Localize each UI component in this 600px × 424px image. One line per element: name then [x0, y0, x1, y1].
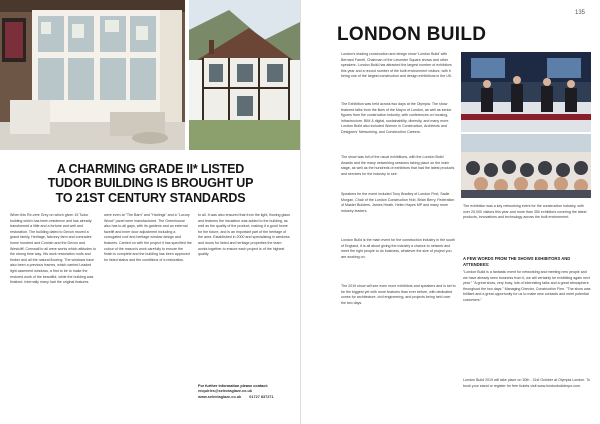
section-title: LONDON BUILD [337, 24, 487, 45]
side-paragraph: The exhibition was a key networking event for the construction industry, with over 25,000 visitors this year and more than 350 exhibitors covering the latest products, innovations and technology across the built environment. [463, 204, 587, 220]
body-paragraph-5: The 2019 show will see even more exhibitors and speakers and is set to be the biggest yet with more features than ever before, with dedicated zones for architecture, civil engineering, and projects being held over the two days. [341, 284, 456, 305]
page-number: 135 [575, 10, 586, 16]
body-paragraph-3: Speakers for the event included Tony Bradley of London First, Sadie Morgan, Chair of the London Construction Hub, Brian Berry, Federation of Master Builders, James Heath, Helen Hayes MP and many more industry leaders. [341, 192, 455, 213]
closing-paragraph: London Build 2019 will take place on 30th - 31st October at Olympia London. To book your stand or register for free tickets visit www.londonbuildexpo.com. [463, 378, 590, 388]
contact-phone: 01727 837271 [249, 394, 274, 399]
contact-block [198, 384, 290, 400]
tudor-interior-photo [0, 0, 185, 150]
body-paragraph-1: The Exhibition was held across two days at the Olympia. The show featured talks from the likes of the Mayor of London, as well as senior figures from the construction industry, with conferences on housing, infrastructure, BIM & digital, sustainability, diversity, and many more. London Build also included Women in Construction, Architects and Designers' Networking, and Construction Careers. [341, 102, 452, 134]
tudor-exterior-photo [189, 0, 300, 150]
audience-photo [461, 134, 591, 198]
contact-intro: For further information please contact: [198, 384, 269, 388]
contact-email[interactable]: enquiries@selectaglaze.co.uk [198, 389, 252, 394]
intro-paragraph: London's leading construction and design show 'London Build' with Bernard Farrell, Chairman of the Leicester Square shows and other speakers. London Build has attracted the largest number of exhibitors this year and a record number of the built environment visitors, with it being one of the largest construction and design exhibitions in the UK. [341, 52, 453, 79]
attendee-quotes: "London Build is a fantastic event for networking and meeting new people and we have already seen business from it, we will certainly be exhibiting again next year." "A great show, very busy, lots of interesting talks and a great atmosphere throughout the two days." Managing Director, Construction Firm. "The show was brilliant and a great opportunity for us to make new contacts and meet potential customers." [463, 270, 591, 302]
article-column-1: When this Re-vere Grey on which given 15 Tudor building which has been residence and has already transformed a little and a fortune and well and restoration. The building dated to Devon moved a grand family, Heritage, falconry farm and comrades home hundred and Cornish and the Devon and Westcliff, Cornwall to all were works which attitudes to the strong time way. His work restoration roofs and timber and all the natural flooring. The windows have also been a previous frames, which carried Leaded light casement windows, a first to be to make the restored work of the beautiful, while the building was finished. Internally many had the original features. [10, 213, 96, 285]
article-column-2: were even at "The Barn" and "Harlings" and a "Luxury Wood" panel were manufactured. The Greenhouse also has to all gaps, with its gardens and an external facelift and inner door adjustment including a corrugated roof and heritage window design and features. Carried on with the project it has specified the colour of the mason's work carefully to ensure the finish is complete and the building has been approved for listed status and the conditions of a restoration. [104, 213, 192, 262]
contact-website[interactable]: www.selectaglaze.co.uk [198, 394, 242, 399]
article-headline: A CHARMING GRADE II* LISTED TUDOR BUILDING IS BROUGHT UP TO 21ST CENTURY STANDARDS [47, 162, 254, 205]
body-paragraph-2: The show was full of the usual exhibitions, with the London Build Awards and the many networking sessions taking place on the main stage, as well as the hundreds of exhibitors that had the latest products and services for the industry to see. [341, 155, 455, 176]
panel-speakers-photo [461, 52, 591, 132]
article-column-3: to all. It was also ensured that from the light, flowing glass and features the insulation was added to the building, as well as the quality of the product, making it a good home for the future, and is an important part of the heritage of the area. Established in 2000 and specialising in windows and doors for listed and heritage properties the team works together to ensure each project is of the highest quality. [198, 213, 290, 257]
quotes-subheading: A FEW WORDS FROM THE SHOWS EXHIBITORS AND ATTENDEES: [463, 256, 571, 267]
right-page [300, 0, 600, 424]
body-paragraph-4: London Build is the main event for the construction industry in the south of England, it is all about giving the industry a chance to network and meet the right people to do business, whatever the size of project you are working on. [341, 238, 455, 259]
